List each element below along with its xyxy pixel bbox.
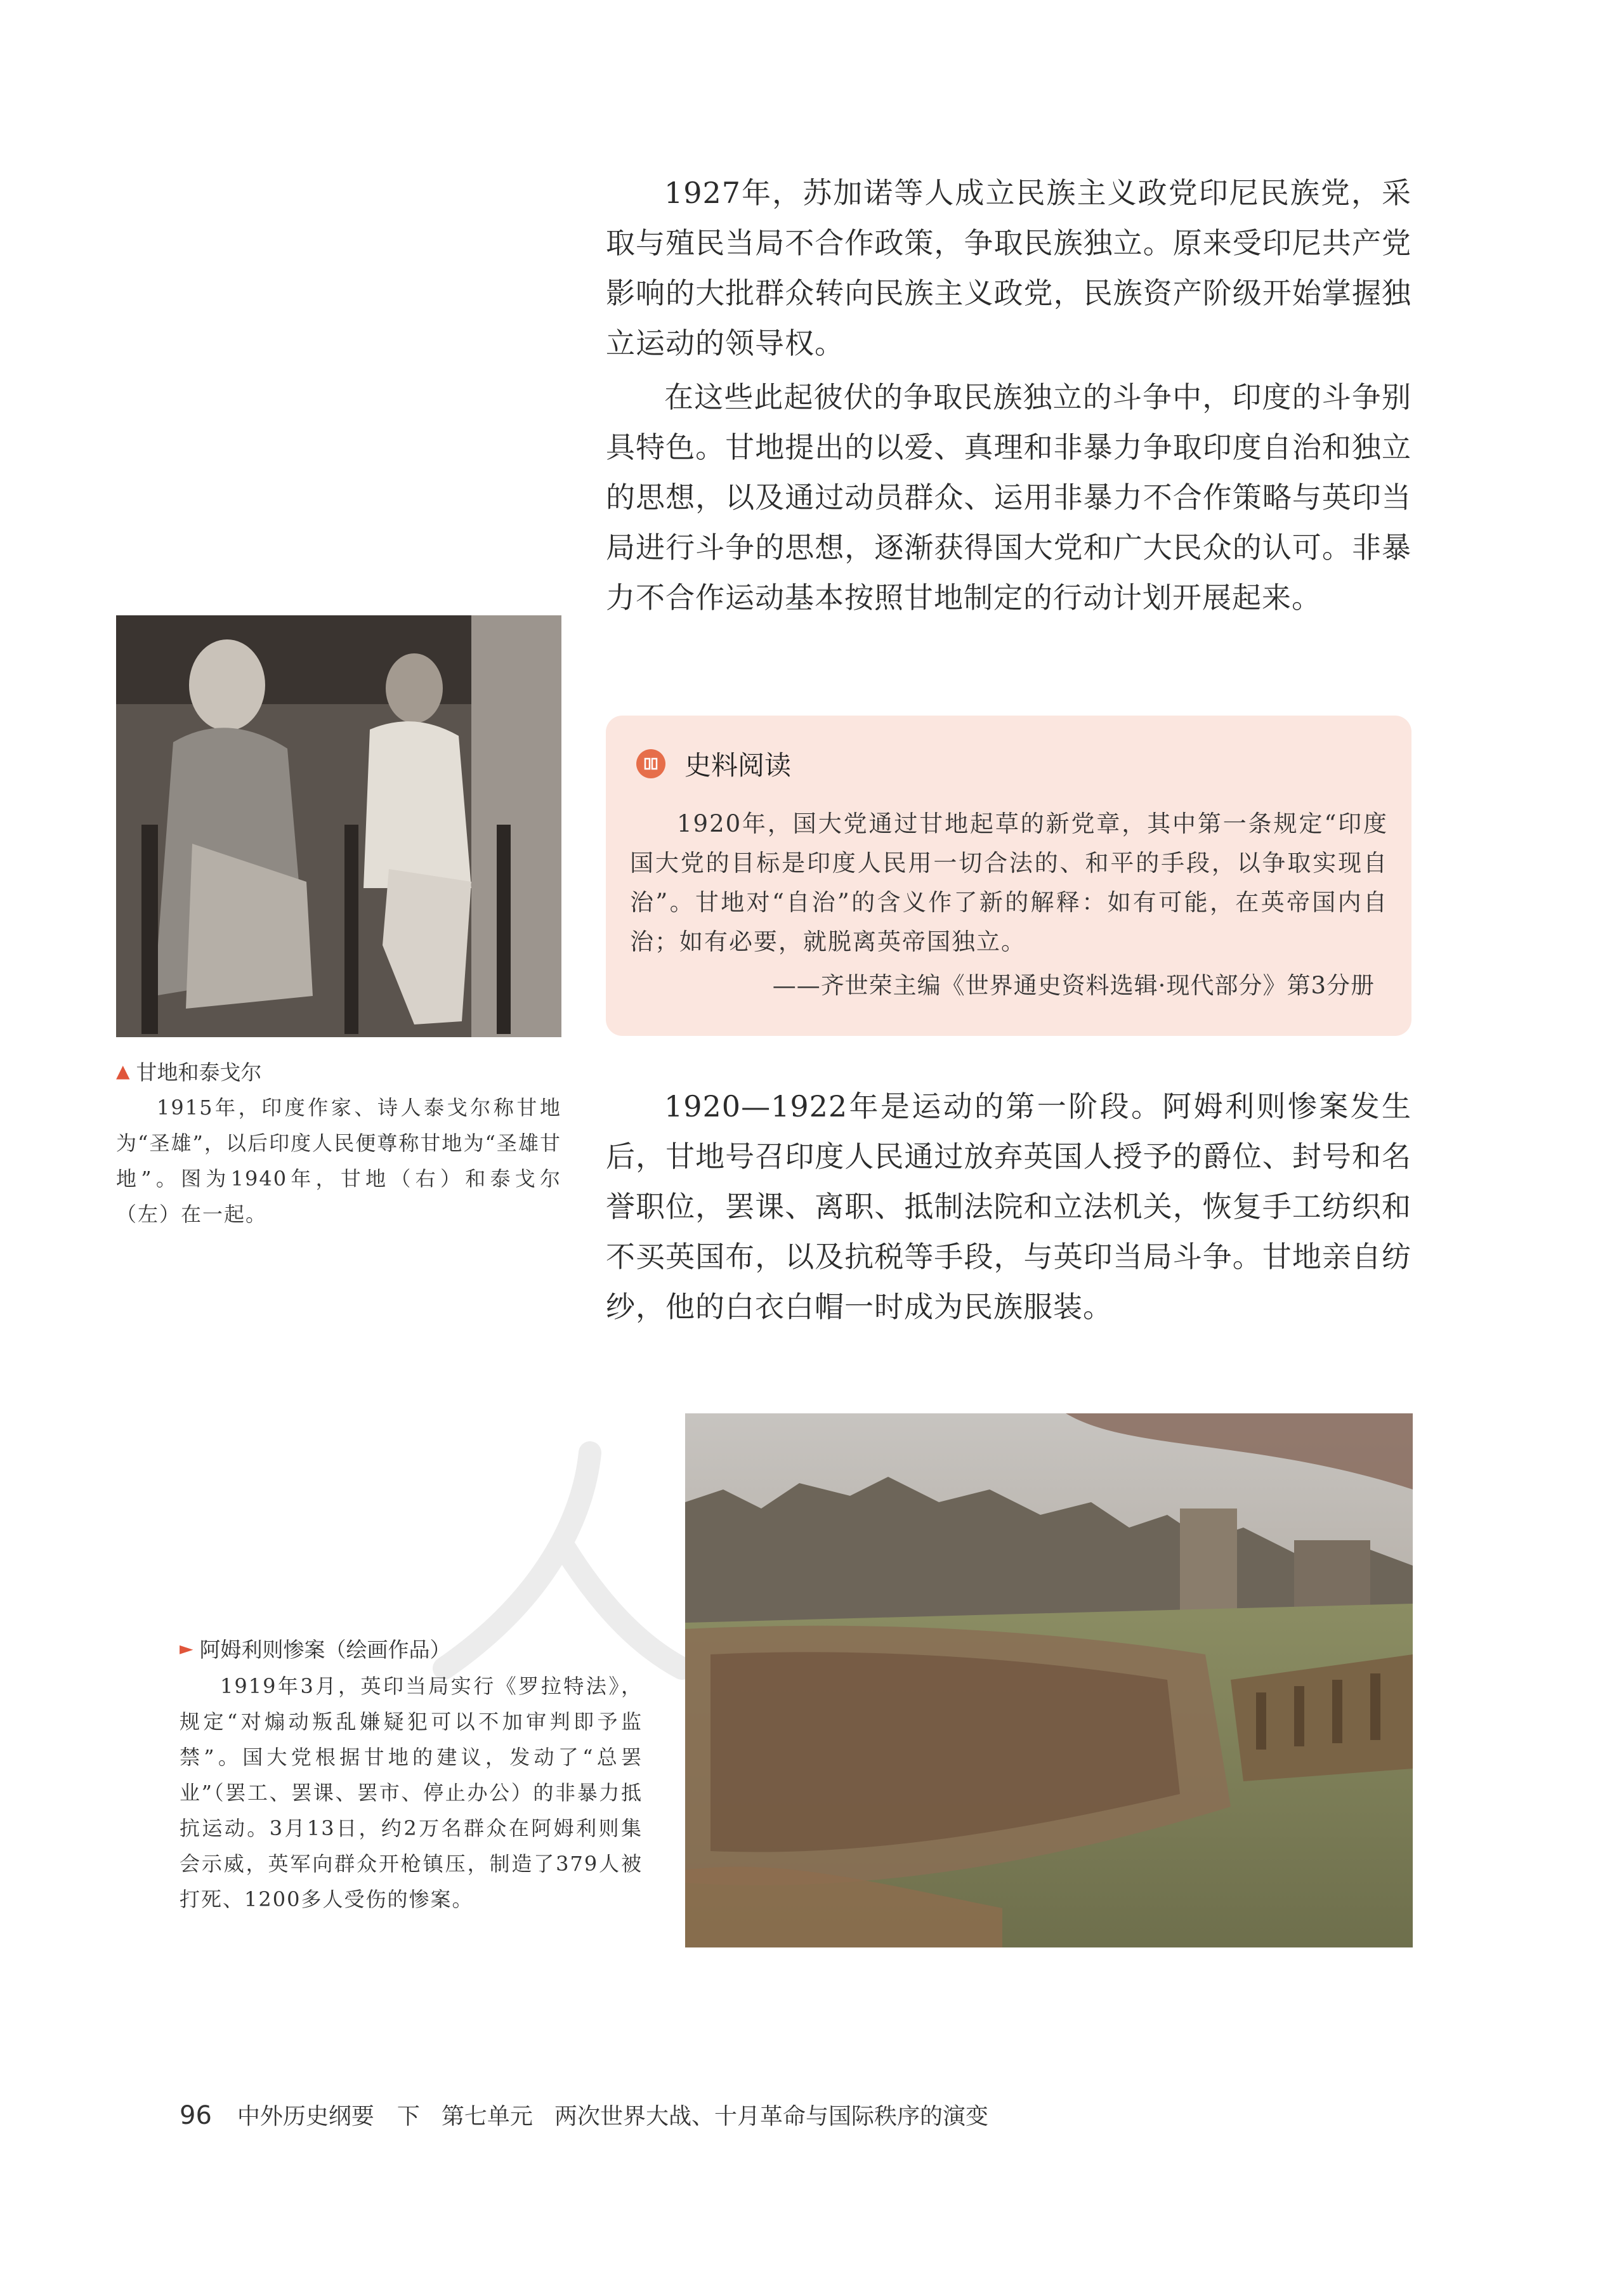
paragraph: 在这些此起彼伏的争取民族独立的斗争中，印度的斗争别具特色。甘地提出的以爱、真理和非暴力争取印度自治和独立的思想，以及通过动员群众、运用非暴力不合作策略与英印当局进行斗争的思想，逐渐获得国大党和广大民众的认可。非暴力不合作运动基本按照甘地制定的行动计划开展起来。 [606,380,1411,615]
footer-book-title: 中外历史纲要 下 [237,2104,420,2130]
caption-amritsar [180,1633,643,1917]
footer-unit: 第七单元 [441,2104,533,2130]
source-reading-text: 1920年，国大党通过甘地起草的新党章，其中第一条规定“印度国大党的目标是印度人民用一切合法的、和平的手段，以争取实现自治”。甘地对“自治”的含义作了新的解释：如有可能，在英帝国内自治；如有必要，就脱离英帝国独立。 [630,810,1388,955]
caption-title-text: 阿姆利则惨案（绘画作品） [199,1637,451,1662]
paragraph: 1927年，苏加诺等人成立民族主义政党印尼民族党，采取与殖民当局不合作政策，争取民族独立。原来受印尼共产党影响的大批群众转向民族主义政党，民族资产阶级开始掌握独立运动的领导权。 [606,176,1411,360]
source-reading-title: 史料阅读 [684,750,792,781]
book-icon [636,749,665,778]
paragraph: 1920—1922年是运动的第一阶段。阿姆利则惨案发生后，甘地号召印度人民通过放弃英国人授予的爵位、封号和名誉职位，罢课、离职、抵制法院和立法机关，恢复手工纺织和不买英国布，以及抗税等手段，与英印当局斗争。甘地亲自纺纱，他的白衣白帽一时成为民族服装。 [606,1089,1411,1324]
triangle-right-icon: ► [180,1638,193,1659]
caption-title [116,1056,561,1086]
caption-body: 1915年，印度作家、诗人泰戈尔称甘地为“圣雄”，以后印度人民便尊称甘地为“圣雄甘地”。图为1940年，甘地（右）和泰戈尔（左）在一起。 [116,1096,561,1226]
caption-title [180,1633,643,1663]
source-reading-header [636,745,791,783]
photo-gandhi-tagore [116,615,561,1037]
caption-gandhi-tagore [116,1056,561,1232]
source-citation: ——齐世荣主编《世界通史资料选辑·现代部分》第3分册 [772,972,1375,999]
caption-body: 1919年3月，英印当局实行《罗拉特法》，规定“对煽动叛乱嫌疑犯可以不加审判即予监禁”。国大党根据甘地的建议，发动了“总罢业”（罢工、罢课、罢市、停止办公）的非暴力抵抗运动。3月13日，约2万名群众在阿姆利则集会示威，英军向群众开枪镇压，制造了379人被打死、1200多人受伤的惨案。 [180,1674,643,1911]
page-number: 96 [180,2101,212,2130]
painting-amritsar-massacre [685,1413,1413,1947]
source-reading-box [606,716,1411,1036]
main-text-bottom [606,1082,1411,1332]
triangle-up-icon: ▲ [116,1061,130,1082]
caption-title-text: 甘地和泰戈尔 [136,1060,262,1085]
page-footer [180,2098,988,2131]
footer-unit-title: 两次世界大战、十月革命与国际秩序的演变 [554,2104,988,2130]
source-reading-body [630,804,1388,962]
main-text-top [606,168,1411,623]
